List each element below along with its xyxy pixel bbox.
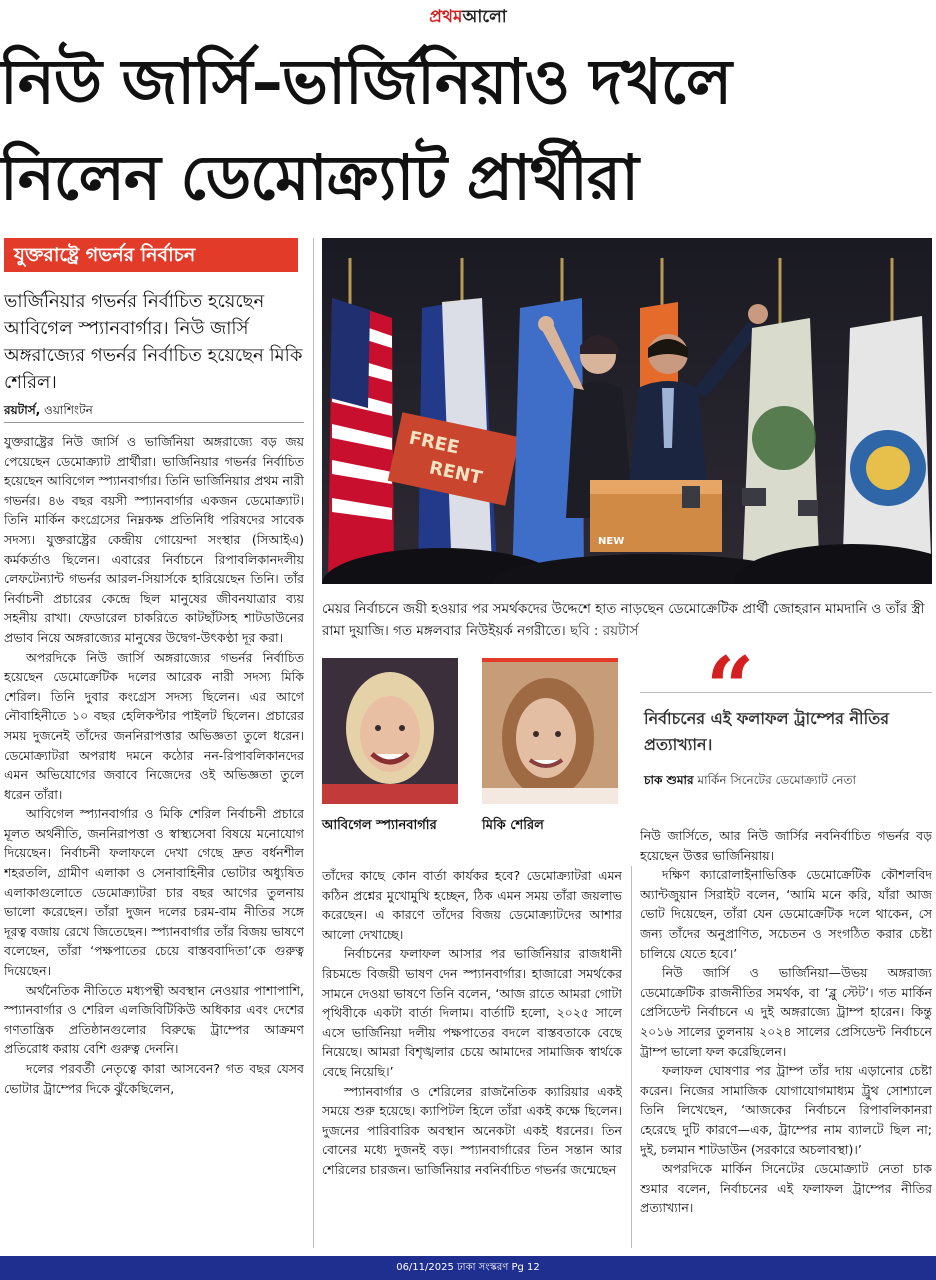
pull-quote — [640, 638, 932, 818]
headline — [0, 36, 936, 228]
byline-city: ওয়াশিংটন — [40, 403, 93, 417]
paragraph: ফলাফল ঘোষণার পর ট্রাম্প তাঁর দায় এড়ানোর চেষ্টা করেন। নিজের সামাজিক যোগাযোগমাধ্যম ট্রুথ সোশ্যালে তিনি লিখেছেন, ‘আজকের নির্বাচনে রিপাবলিকানরা হেরেছে দুটি কারণে—এক, ট্রাম্পের নাম ব্যালটে ছিল না; দুই, চলমান শাটডাউন (সরকারে অচলাবস্থা)।’ — [640, 1063, 932, 1157]
photo-caption — [322, 598, 932, 642]
paragraph: নিউ জার্সিতে, আর নিউ জার্সির নবনির্বাচিত গভর্নর বড় হয়েছেন উত্তর ভার্জিনিয়ায়। — [640, 828, 932, 863]
portrait-caption-sherrill: মিকি শেরিল — [482, 818, 544, 833]
quote-text: নির্বাচনের এই ফলাফল ট্রাম্পের নীতির প্রত্যাখ্যান। — [644, 709, 890, 754]
page-footer: 06/11/2025 ঢাকা সংস্করণ Pg 12 — [0, 1256, 936, 1280]
paragraph: নিউ জার্সি ও ভার্জিনিয়া—উভয় অঙ্গরাজ্য ডেমোক্রেটিক রাজনীতির সমর্থক, বা ‘ব্লু স্টেট’। গত মার্কিন প্রেসিডেন্ট নির্বাচনে এ দুই অঙ্গরাজ্যে ট্রাম্প হারেন। কিন্তু ২০১৬ সালের তুলনায় ২০২৪ সালের প্রেসিডেন্ট নির্বাচনে ট্রাম্প ভালো ফল করেছিলেন। — [640, 965, 932, 1059]
byline — [4, 402, 304, 422]
quote-attribution — [644, 772, 928, 792]
paragraph: অর্থনৈতিক নীতিতে মধ্যপন্থী অবস্থান নেওয়ার পাশাপাশি, স্প্যানবার্গার ও শেরিল এলজিবিটিকিউ অধিকার এবং দেশের গণতান্ত্রিক প্রতিষ্ঠানগুলোর বিরুদ্ধে ট্রাম্পের আক্রমণ প্রতিরোধ করায় বেশি গুরুত্ব দেননি। — [4, 982, 304, 1057]
paragraph: অপরদিকে মার্কিন সিনেটের ডেমোক্র্যাট নেতা চাক শুমার বলেন, নির্বাচনের এই ফলাফল ট্রাম্পের নীতির প্রত্যাখ্যান। — [640, 1161, 932, 1216]
article-column-1 — [4, 432, 304, 1244]
portrait-spanberger — [322, 658, 458, 804]
quote-divider — [640, 692, 932, 693]
quote-mark-icon: “ — [706, 638, 755, 737]
article-column-3 — [640, 826, 932, 1248]
portrait-caption-spanberger: আবিগেল স্প্যানবার্গার — [322, 818, 437, 833]
paragraph: নির্বাচনের ফলাফল আসার পর ভার্জিনিয়ার রাজধানী রিচমন্ডে বিজয়ী ভাষণ দেন স্প্যানবার্গার। হাজারো সমর্থকের সামনে দেওয়া ভাষণে তিনি বলেন, ‘আজ রাতে আমরা গোটা পৃথিবীকে একটা বার্তা দিলাম। বার্তাটি হলো, ২০২৫ সালে এসে ভার্জিনিয়া দলীয় পক্ষপাতের বদলে বাস্তবতাকে বেছে নিয়েছে। আমরা বিশৃঙ্খলার চেয়ে আমাদের সামাজিক স্বার্থকে বেছে নিয়েছি।’ — [322, 946, 622, 1079]
paragraph: তাঁদের কাছে কোন বার্তা কার্যকর হবে? ডেমোক্র্যাটরা এমন কঠিন প্রশ্নের মুখোমুখি হচ্ছেন, ঠিক এমন সময় তাঁরা জয়লাভ করেছেন। এ কারণে তাঁদের বিজয় ডেমোক্র্যাটদের আশার আলো দেখাচ্ছে। — [322, 868, 622, 942]
podium-text: NEW — [598, 536, 625, 547]
column-divider — [631, 866, 632, 1248]
sign-text: FREE — [407, 427, 462, 459]
byline-divider — [4, 422, 304, 423]
lead-photo-illustration — [322, 238, 932, 584]
masthead — [0, 0, 936, 36]
portrait-spanberger-illustration — [322, 658, 458, 804]
masthead-logo: প্রথমআলো — [429, 7, 507, 27]
lead-photo — [322, 238, 932, 584]
paragraph: আবিগেল স্প্যানবার্গার ও মিকি শেরিল নির্বাচনী প্রচারে মূলত অর্থনীতি, জননিরাপত্তা ও স্বাস্থ্যসেবা বিষয়ে মনোযোগ দিয়েছেন। নির্বাচনী ফলাফলে দেখা গেছে দ্রুত বর্ধনশীল শহরতলি, গ্রামীণ এলাকা ও সেনাবাহিনীর ভোটার অধ্যুষিত এলাকাগুলোতে ডেমোক্র্যাটরা চার বছর আগের তুলনায় ভালো করেছেন। তাঁরা দুজন দলের চরম-বাম নীতির সঙ্গে দূরত্ব বজায় রেখে জিতেছেন। স্প্যানবার্গার তাঁর বিজয় ভাষণে বলেছেন, তাঁরা ‘পক্ষপাতের চেয়ে বাস্তববাদিতা’কে গুরুত্ব দিয়েছেন। — [4, 806, 304, 979]
section-tag: যুক্তরাষ্ট্রে গভর্নর নির্বাচন — [4, 238, 298, 272]
podium — [590, 480, 722, 552]
paragraph: স্প্যানবার্গার ও শেরিলের রাজনৈতিক ক্যারিয়ার একই সময়ে শুরু হয়েছে। ক্যাপিটল হিলে তাঁরা একই কক্ষে ছিলেন। দুজনের পারিবারিক অবস্থান অনেকটা একই ধরনের। তিন বোনের মধ্যে দুজনই বড়। স্প্যানবার্গারের তিন সন্তান আর শেরিলের চারজন। ভার্জিনিয়ার নবনির্বাচিত গভর্নর জন্মেছেন — [322, 1083, 622, 1177]
portrait-sherrill-illustration — [482, 662, 618, 804]
headline-line-1: নিউ জার্সি–ভার্জিনিয়াও দখলে — [0, 45, 732, 118]
summary: ভার্জিনিয়ার গভর্নর নির্বাচিত হয়েছেন আবিগেল স্প্যানবার্গার। নিউ জার্সি অঙ্গরাজ্যের গভর্নর নির্বাচিত হয়েছেন মিকি শেরিল। — [4, 291, 303, 393]
column-divider — [313, 238, 314, 1248]
article-column-2 — [322, 866, 622, 1248]
photo-credit: ছবি : রয়টার্স — [565, 623, 639, 639]
paragraph: অপরদিকে নিউ জার্সি অঙ্গরাজ্যের গভর্নর নির্বাচিত হয়েছেন ডেমোক্রেটিক দলের আরেক নারী সদস্য মিকি শেরিল। তিনি দুবার কংগ্রেস সদস্য ছিলেন। এর আগে নৌবাহিনীতে ১০ বছর হেলিকপ্টার পাইলট ছিলেন। প্রচারের সময় দুজনেই তাঁদের জননিরাপত্তার অভিজ্ঞতা তুলে ধরেন। ডেমোক্র্যাটরা অপরাধ দমনে কঠোর নন-রিপাবলিকানদের এমন অভিযোগের জবাবে নিজেদের ওই অভিজ্ঞতা তুলে ধরেন তাঁরা। — [4, 649, 304, 802]
caption-text: মেয়র নির্বাচনে জয়ী হওয়ার পর সমর্থকদের উদ্দেশে হাত নাড়ছেন ডেমোক্রেটিক প্রার্থী জোহরান মামদানি ও তাঁর স্ত্রী রামা দুয়াজি। গত মঙ্গলবার নিউইয়র্ক নগরীতে। — [322, 601, 925, 639]
byline-agency: রয়টার্স, — [4, 403, 41, 417]
quote-role: মার্কিন সিনেটের ডেমোক্র্যাট নেতা — [693, 773, 857, 787]
quote-speaker: চাক শুমার — [644, 773, 694, 787]
paragraph: দক্ষিণ ক্যারোলাইনাভিত্তিক ডেমোক্রেটিক কৌশলবিদ অ্যান্টজুয়ান সিরাইট বলেন, ‘আমি মনে করি, যাঁরা আজ ভোট দিয়েছেন, তাঁরা যেন ডেমোক্রেটিক দলে থাকেন, সে জন্য তাঁদের অনুপ্রাণিত, সচেতন ও সংগঠিত করার চেষ্টা চালিয়ে যেতে হবে।’ — [640, 867, 932, 961]
paragraph: যুক্তরাষ্ট্রের নিউ জার্সি ও ভার্জিনিয়া অঙ্গরাজ্যে বড় জয় পেয়েছেন ডেমোক্র্যাট প্রার্থীরা। ভার্জিনিয়ার গভর্নর নির্বাচিত হয়েছেন আবিগেল স্প্যানবার্গার। তিনি ভার্জিনিয়ার প্রথম নারী গভর্নর। ৪৬ বছর বয়সী স্প্যানবার্গার একজন ডেমোক্র্যাট। তিনি মার্কিন কংগ্রেসের নিম্নকক্ষ প্রতিনিধি পরিষদের সাবেক সদস্য। যুক্তরাষ্ট্রের কেন্দ্রীয় গোয়েন্দা সংস্থার (সিআইএ) কর্মকর্তাও ছিলেন। এবারের নির্বাচনে রিপাবলিকানদলীয় লেফটেন্যান্ট গভর্নর আরল-সিয়ার্সকে হারিয়েছেন তিনি। তাঁর নির্বাচনী প্রচারের কেন্দ্রে ছিল মানুষের জীবনযাত্রার ব্যয় সহনীয় রাখা। ফেডারেল চাকরিতে কাটছাঁটসহ শাটডাউনের প্রভাব নিয়ে অঙ্গরাজ্যের মানুষের উদ্বেগ-উৎকণ্ঠা দূর করা। — [4, 434, 304, 645]
paragraph: দলের পরবর্তী নেতৃত্বে কারা আসবেন? গত বছর যেসব ভোটার ট্রাম্পের দিকে ঝুঁকেছিলেন, — [4, 1061, 304, 1096]
headline-line-2: নিলেন ডেমোক্র্যাট প্রার্থীরা — [0, 141, 638, 214]
portrait-sherrill — [482, 658, 618, 804]
svg-text:RENT: RENT — [427, 457, 484, 490]
